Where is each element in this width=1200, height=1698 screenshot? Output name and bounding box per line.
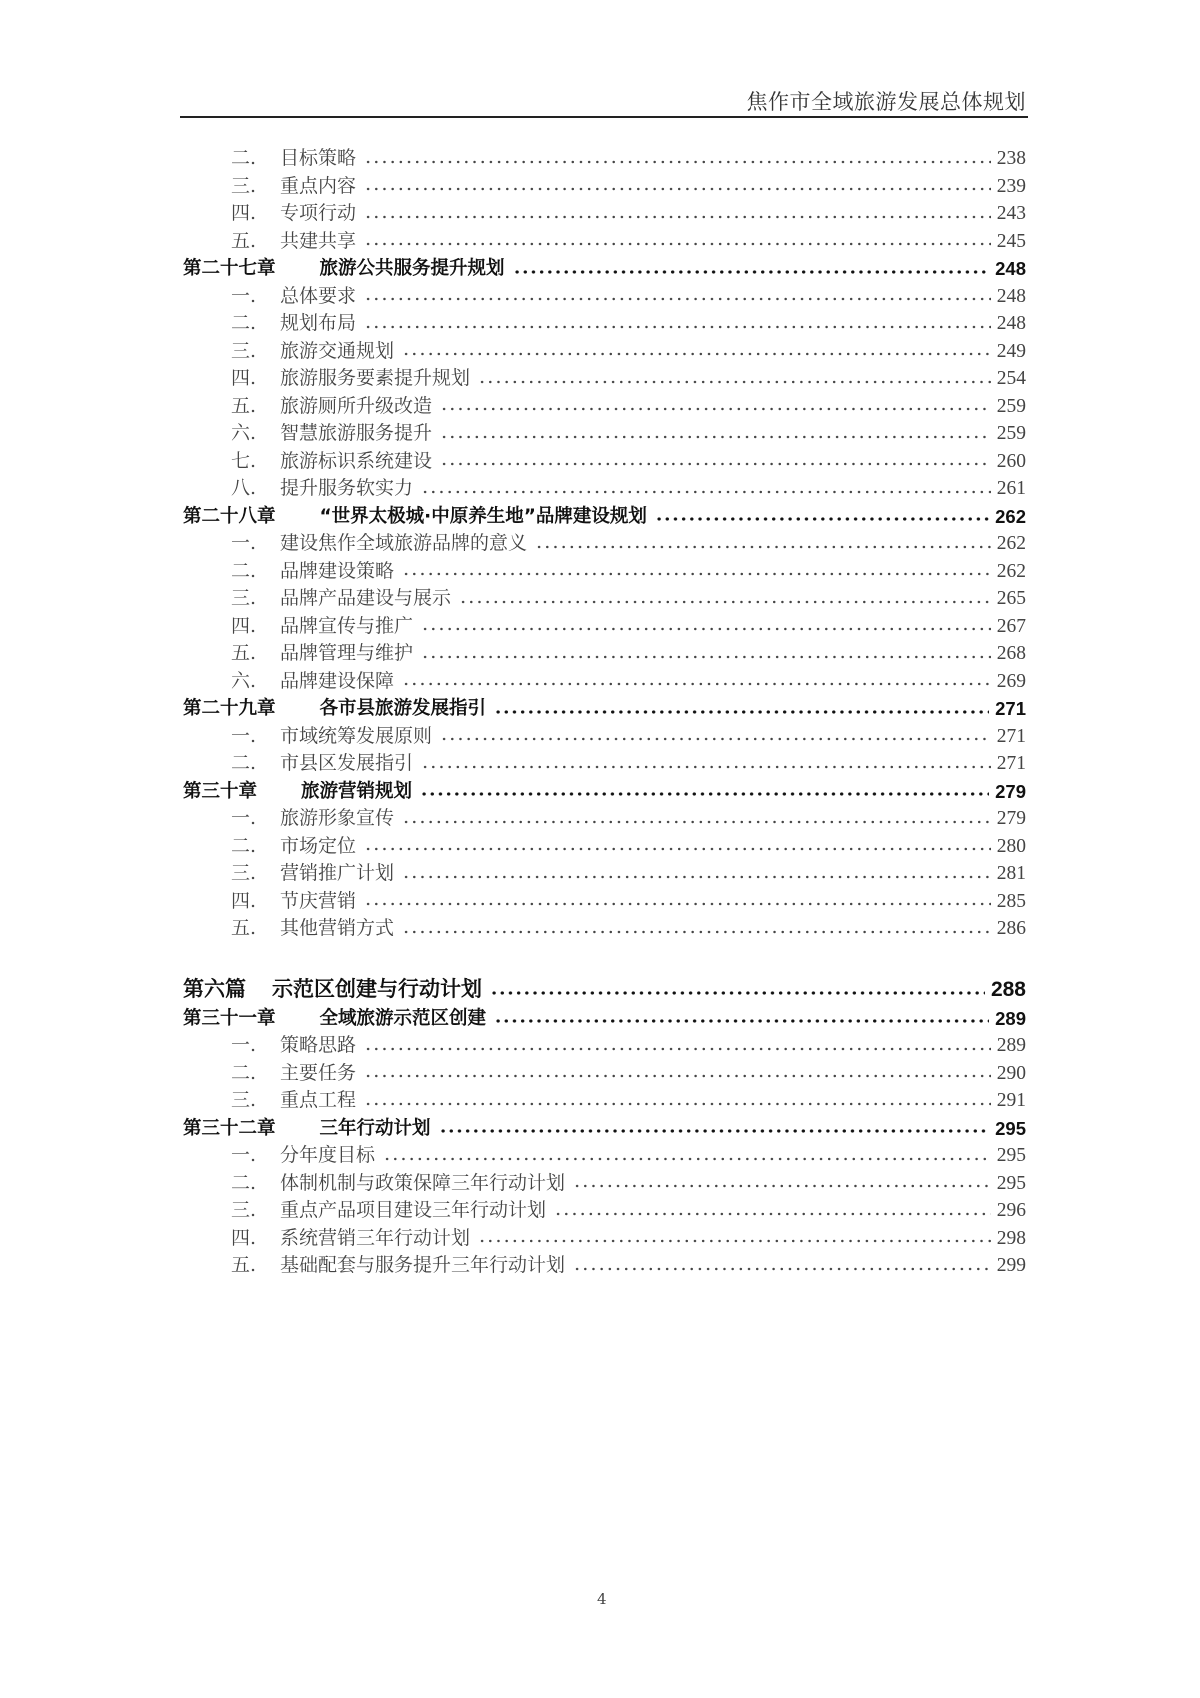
toc-section-entry[interactable] bbox=[183, 365, 1026, 393]
entry-title: 品牌建设保障 bbox=[280, 669, 395, 692]
entry-number: 二. bbox=[231, 1061, 257, 1084]
entry-title: 各市县旅游发展指引 bbox=[319, 698, 487, 719]
dot-leader bbox=[402, 923, 991, 935]
toc-section-entry[interactable] bbox=[183, 338, 1026, 366]
entry-number: 六. bbox=[231, 669, 257, 692]
toc-section-entry[interactable] bbox=[183, 805, 1026, 833]
entry-number: 三. bbox=[231, 587, 257, 609]
page-number: 4 bbox=[597, 1590, 607, 1608]
dot-leader bbox=[364, 1095, 991, 1107]
toc-chapter-entry[interactable] bbox=[183, 778, 1026, 806]
entry-title: 旅游标识系统建设 bbox=[280, 449, 433, 472]
entry-page: 260 bbox=[996, 450, 1026, 472]
toc-chapter-entry[interactable] bbox=[183, 503, 1026, 531]
dot-leader bbox=[421, 648, 991, 660]
entry-page: 254 bbox=[996, 368, 1026, 389]
entry-page: 288 bbox=[990, 978, 1026, 1002]
entry-title: 市域统筹发展原则 bbox=[280, 724, 433, 747]
entry-title: 基础配套与服务提升三年行动计划 bbox=[280, 1254, 566, 1276]
dot-leader bbox=[364, 1067, 991, 1079]
entry-title: 全域旅游示范区创建 bbox=[319, 1007, 487, 1029]
entry-number: 二. bbox=[231, 1171, 257, 1194]
dot-leader bbox=[421, 620, 991, 632]
entry-number: 一. bbox=[231, 532, 257, 554]
toc-section-entry[interactable] bbox=[183, 613, 1026, 641]
entry-page: 280 bbox=[996, 835, 1026, 857]
entry-title: 智慧旅游服务提升 bbox=[280, 422, 433, 444]
entry-title: 旅游营销规划 bbox=[301, 780, 413, 802]
entry-number: 第三十章 bbox=[183, 780, 258, 802]
entry-page: 271 bbox=[996, 725, 1026, 747]
entry-title: 市场定位 bbox=[280, 834, 357, 857]
dot-leader bbox=[383, 1150, 991, 1162]
entry-page: 248 bbox=[995, 258, 1026, 279]
toc-section-entry[interactable] bbox=[183, 283, 1026, 311]
toc-section-entry[interactable] bbox=[183, 1225, 1026, 1253]
entry-number: 二. bbox=[231, 559, 257, 582]
entry-title: 重点工程 bbox=[280, 1089, 357, 1111]
toc-section-entry[interactable] bbox=[183, 668, 1026, 696]
dot-leader bbox=[402, 868, 991, 880]
entry-page: 295 bbox=[995, 1117, 1026, 1139]
toc-section-entry[interactable] bbox=[183, 915, 1026, 943]
entry-title: 营销推广计划 bbox=[280, 862, 395, 884]
toc-section-entry[interactable] bbox=[183, 1252, 1026, 1280]
toc-section-entry[interactable] bbox=[183, 640, 1026, 668]
entry-title: 旅游服务要素提升规划 bbox=[280, 367, 471, 389]
dot-leader bbox=[364, 290, 991, 302]
entry-page: 271 bbox=[995, 698, 1026, 719]
entry-page: 262 bbox=[995, 505, 1026, 527]
entry-number: 三. bbox=[231, 1199, 257, 1221]
entry-title: 重点内容 bbox=[280, 174, 357, 197]
entry-page: 261 bbox=[996, 478, 1026, 499]
entry-number: 五. bbox=[231, 917, 257, 939]
toc-section-entry[interactable] bbox=[183, 173, 1026, 201]
entry-number: 第二十八章 bbox=[183, 505, 276, 527]
entry-title: 重点产品项目建设三年行动计划 bbox=[280, 1199, 547, 1221]
toc-section-entry[interactable] bbox=[183, 420, 1026, 448]
dot-leader bbox=[573, 1260, 991, 1272]
dot-leader bbox=[440, 400, 991, 412]
dot-leader bbox=[573, 1177, 991, 1189]
toc-section-entry[interactable] bbox=[183, 585, 1026, 613]
dot-leader bbox=[364, 1040, 991, 1052]
entry-number: 三. bbox=[231, 862, 257, 884]
entry-number: 五. bbox=[231, 229, 257, 252]
entry-page: 248 bbox=[996, 313, 1026, 334]
toc-section-entry[interactable] bbox=[183, 833, 1026, 861]
entry-number: 五. bbox=[231, 642, 257, 664]
toc-section-entry[interactable] bbox=[183, 860, 1026, 888]
dot-leader bbox=[494, 1012, 989, 1024]
toc-section-entry[interactable] bbox=[183, 1170, 1026, 1198]
entry-title: 其他营销方式 bbox=[280, 917, 395, 939]
entry-number: 八. bbox=[231, 477, 257, 499]
toc-section-entry[interactable] bbox=[183, 393, 1026, 421]
entry-title: 市县区发展指引 bbox=[280, 752, 414, 774]
dot-leader bbox=[554, 1205, 991, 1217]
toc-section-entry[interactable] bbox=[183, 558, 1026, 586]
entry-page: 243 bbox=[996, 203, 1026, 224]
toc-section-entry[interactable] bbox=[183, 145, 1026, 173]
entry-number: 四. bbox=[231, 889, 257, 912]
entry-page: 289 bbox=[995, 1007, 1026, 1029]
toc-section-entry[interactable] bbox=[183, 723, 1026, 751]
toc-chapter-entry[interactable] bbox=[183, 255, 1026, 283]
entry-number: 五. bbox=[231, 394, 257, 417]
entry-page: 267 bbox=[996, 615, 1026, 637]
entry-page: 262 bbox=[996, 560, 1026, 582]
dot-leader bbox=[439, 1122, 990, 1134]
entry-title: 示范区创建与行动计划 bbox=[272, 977, 482, 1002]
toc-section-entry[interactable] bbox=[183, 475, 1026, 503]
entry-title: “世界太极城·中原养生地”品牌建设规划 bbox=[319, 505, 647, 527]
entry-title: 节庆营销 bbox=[280, 889, 357, 912]
entry-title: 品牌产品建设与展示 bbox=[280, 587, 452, 609]
entry-page: 239 bbox=[996, 175, 1026, 197]
entry-number: 第二十九章 bbox=[183, 698, 276, 719]
entry-number: 二. bbox=[231, 752, 257, 774]
entry-number: 二. bbox=[231, 147, 257, 169]
dot-leader bbox=[440, 455, 991, 467]
dot-leader bbox=[421, 483, 991, 495]
dot-leader bbox=[490, 984, 985, 996]
entry-page: 268 bbox=[996, 643, 1026, 664]
entry-number: 一. bbox=[231, 1144, 257, 1166]
entry-title: 建设焦作全域旅游品牌的意义 bbox=[280, 532, 528, 554]
toc-chapter-entry[interactable] bbox=[183, 1005, 1026, 1033]
dot-leader bbox=[459, 593, 991, 605]
entry-title: 品牌宣传与推广 bbox=[280, 614, 414, 637]
table-of-contents bbox=[183, 145, 1026, 1280]
dot-leader bbox=[440, 428, 991, 440]
entry-title: 专项行动 bbox=[280, 202, 357, 224]
toc-section-entry[interactable] bbox=[183, 1060, 1026, 1088]
entry-title: 旅游公共服务提升规划 bbox=[319, 258, 505, 279]
dot-leader bbox=[364, 895, 991, 907]
toc-section-entry[interactable] bbox=[183, 1197, 1026, 1225]
entry-title: 品牌建设策略 bbox=[280, 559, 395, 582]
entry-page: 296 bbox=[996, 1200, 1026, 1221]
entry-number: 第二十七章 bbox=[183, 258, 276, 279]
entry-page: 265 bbox=[996, 588, 1026, 609]
entry-number: 四. bbox=[231, 614, 257, 637]
entry-title: 旅游形象宣传 bbox=[280, 807, 395, 829]
toc-section-entry[interactable] bbox=[183, 1032, 1026, 1060]
entry-page: 238 bbox=[996, 148, 1026, 169]
toc-section-entry[interactable] bbox=[183, 888, 1026, 916]
dot-leader bbox=[421, 758, 991, 770]
entry-number: 六. bbox=[231, 422, 257, 444]
entry-number: 三. bbox=[231, 174, 257, 197]
toc-chapter-entry[interactable] bbox=[183, 695, 1026, 723]
entry-page: 259 bbox=[996, 423, 1026, 444]
toc-section-entry[interactable] bbox=[183, 448, 1026, 476]
entry-title: 共建共享 bbox=[280, 229, 357, 252]
entry-title: 旅游厕所升级改造 bbox=[280, 394, 433, 417]
dot-leader bbox=[478, 1232, 991, 1244]
entry-page: 248 bbox=[996, 285, 1026, 307]
entry-number: 第六篇 bbox=[183, 977, 246, 1002]
toc-section-entry[interactable] bbox=[183, 1142, 1026, 1170]
dot-leader bbox=[364, 235, 991, 247]
toc-section-entry[interactable] bbox=[183, 200, 1026, 228]
entry-number: 一. bbox=[231, 284, 257, 307]
dot-leader bbox=[655, 510, 989, 522]
entry-page: 281 bbox=[996, 863, 1026, 884]
entry-page: 295 bbox=[996, 1145, 1026, 1166]
entry-number: 三. bbox=[231, 339, 257, 362]
entry-page: 262 bbox=[996, 533, 1026, 554]
dot-leader bbox=[402, 813, 991, 825]
entry-title: 提升服务软实力 bbox=[280, 477, 414, 499]
entry-title: 分年度目标 bbox=[280, 1144, 376, 1166]
entry-page: 269 bbox=[996, 670, 1026, 692]
entry-number: 一. bbox=[231, 1034, 257, 1056]
entry-page: 291 bbox=[996, 1090, 1026, 1111]
dot-leader bbox=[364, 153, 991, 165]
entry-page: 285 bbox=[996, 890, 1026, 912]
entry-number: 七. bbox=[231, 449, 257, 472]
toc-section-entry[interactable] bbox=[183, 310, 1026, 338]
dot-leader bbox=[364, 318, 991, 330]
dot-leader bbox=[402, 675, 991, 687]
entry-page: 286 bbox=[996, 918, 1026, 939]
entry-title: 主要任务 bbox=[280, 1061, 357, 1084]
dot-leader bbox=[513, 263, 990, 275]
dot-leader bbox=[420, 785, 989, 797]
entry-number: 二. bbox=[231, 312, 257, 334]
entry-page: 279 bbox=[995, 780, 1026, 802]
toc-section-entry[interactable] bbox=[183, 1087, 1026, 1115]
entry-page: 299 bbox=[996, 1255, 1026, 1276]
entry-number: 四. bbox=[231, 367, 257, 389]
entry-number: 第三十一章 bbox=[183, 1007, 276, 1029]
entry-number: 三. bbox=[231, 1089, 257, 1111]
dot-leader bbox=[402, 345, 991, 357]
dot-leader bbox=[535, 538, 991, 550]
entry-number: 一. bbox=[231, 724, 257, 747]
entry-page: 249 bbox=[996, 340, 1026, 362]
dot-leader bbox=[440, 730, 991, 742]
dot-leader bbox=[478, 373, 991, 385]
dot-leader bbox=[494, 703, 989, 715]
entry-page: 289 bbox=[996, 1035, 1026, 1056]
entry-page: 298 bbox=[996, 1227, 1026, 1249]
dot-leader bbox=[402, 565, 991, 577]
entry-number: 四. bbox=[231, 202, 257, 224]
entry-page: 279 bbox=[996, 808, 1026, 829]
entry-page: 259 bbox=[996, 395, 1026, 417]
entry-title: 策略思路 bbox=[280, 1034, 357, 1056]
entry-page: 290 bbox=[996, 1062, 1026, 1084]
entry-number: 五. bbox=[231, 1254, 257, 1276]
entry-title: 旅游交通规划 bbox=[280, 339, 395, 362]
entry-page: 295 bbox=[996, 1172, 1026, 1194]
entry-title: 体制机制与政策保障三年行动计划 bbox=[280, 1171, 566, 1194]
entry-number: 二. bbox=[231, 834, 257, 857]
entry-page: 245 bbox=[996, 230, 1026, 252]
entry-page: 271 bbox=[996, 753, 1026, 774]
dot-leader bbox=[364, 208, 991, 220]
toc-chapter-entry[interactable] bbox=[183, 1115, 1026, 1143]
entry-number: 四. bbox=[231, 1226, 257, 1249]
dot-leader bbox=[364, 840, 991, 852]
entry-title: 总体要求 bbox=[280, 284, 357, 307]
entry-title: 系统营销三年行动计划 bbox=[280, 1226, 471, 1249]
toc-section-entry[interactable] bbox=[183, 750, 1026, 778]
running-header-title: 焦作市全域旅游发展总体规划 bbox=[746, 90, 1026, 114]
entry-title: 目标策略 bbox=[280, 147, 357, 169]
entry-title: 品牌管理与维护 bbox=[280, 642, 414, 664]
entry-number: 第三十二章 bbox=[183, 1117, 276, 1139]
entry-title: 三年行动计划 bbox=[319, 1117, 431, 1139]
entry-title: 规划布局 bbox=[280, 312, 357, 334]
toc-section-entry[interactable] bbox=[183, 228, 1026, 256]
dot-leader bbox=[364, 180, 991, 192]
header-rule bbox=[180, 116, 1028, 118]
entry-number: 一. bbox=[231, 807, 257, 829]
toc-part-entry[interactable] bbox=[183, 976, 1026, 1005]
toc-section-entry[interactable] bbox=[183, 530, 1026, 558]
